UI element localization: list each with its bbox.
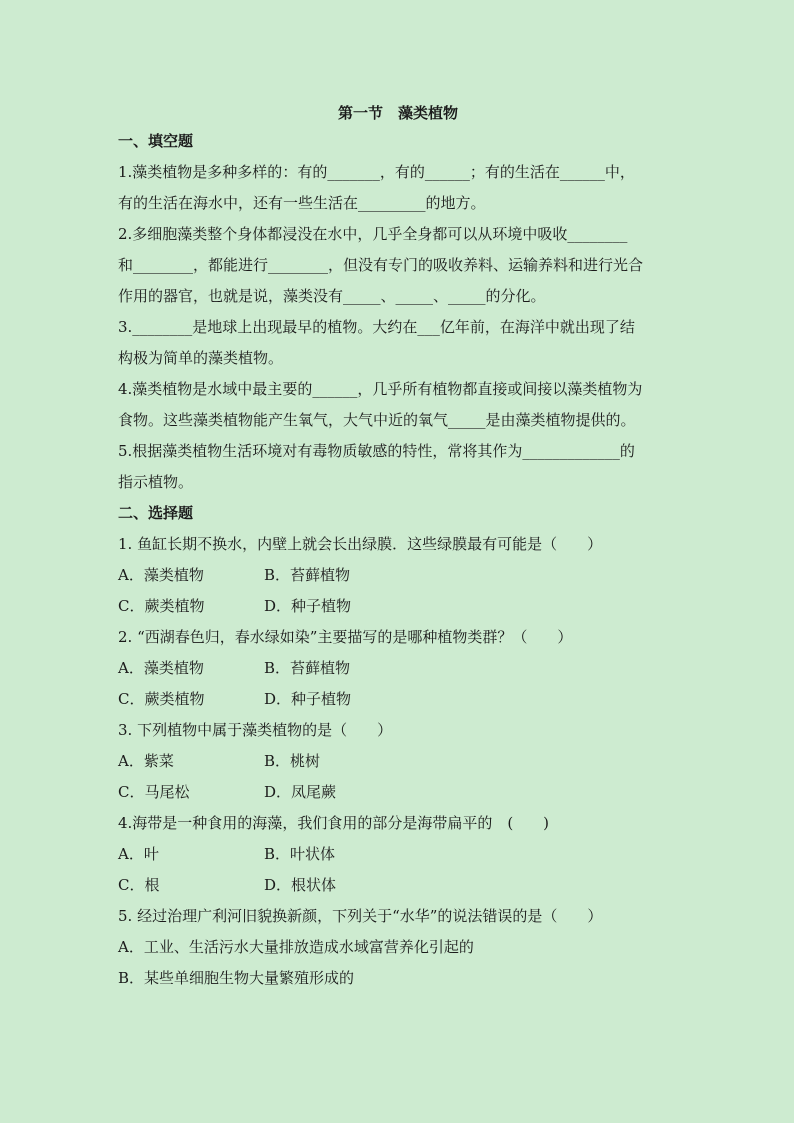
- choice-option: C．根: [118, 876, 160, 894]
- fill-question-1-line-2: 有的生活在海水中，还有一些生活在_________的地方。: [118, 194, 486, 212]
- fill-question-5-line-2: 指示植物。: [118, 473, 194, 491]
- choice-option: A．藻类植物: [118, 659, 204, 677]
- choice-option: B．桃树: [264, 752, 321, 770]
- choice-question-1-options-row-2: [118, 591, 678, 622]
- fill-question-1-line-1: 1.藻类植物是多种多样的：有的_______，有的______；有的生活在______中，: [118, 163, 635, 181]
- choice-question-3-options-row-2: [118, 777, 678, 808]
- choice-option: B．苔藓植物: [264, 566, 351, 584]
- choice-question-2-options-row-2: [118, 684, 678, 715]
- choice-question-2: 2. “西湖春色归，春水绿如染”主要描写的是哪种植物类群？（ ）: [118, 628, 573, 646]
- choice-question-4-options-row-1: [118, 839, 678, 870]
- fill-question-3-line-2: 构极为简单的藻类植物。: [118, 349, 284, 367]
- choice-option: D．凤尾蕨: [264, 783, 337, 801]
- choice-option: C．蕨类植物: [118, 597, 205, 615]
- fill-question-2-line-2: 和________，都能进行________，但没有专门的吸收养料、运输养料和进行光合: [118, 256, 644, 274]
- fill-question-3-line-1: 3.________是地球上出现最早的植物。大约在___亿年前，在海洋中就出现了结: [118, 318, 635, 336]
- choice-option: D．根状体: [264, 876, 337, 894]
- choice-option: A．叶: [118, 845, 159, 863]
- choice-question-1-options-row-1: [118, 560, 678, 591]
- choice-option: C．马尾松: [118, 783, 190, 801]
- choice-question-3: 3. 下列植物中属于藻类植物的是（ ）: [118, 721, 393, 739]
- choice-option: B．某些单细胞生物大量繁殖形成的: [118, 969, 355, 987]
- choice-option: A．藻类植物: [118, 566, 204, 584]
- fill-question-4-line-1: 4.藻类植物是水域中最主要的______，几乎所有植物都直接或间接以藻类植物为: [118, 380, 643, 398]
- choice-option: D．种子植物: [264, 690, 352, 708]
- section-heading-fill: 一、填空题: [118, 132, 194, 150]
- section-heading-choice: 二、选择题: [118, 504, 194, 522]
- worksheet: [118, 100, 678, 994]
- choice-option: A．工业、生活污水大量排放造成水域富营养化引起的: [118, 938, 474, 956]
- choice-question-4: 4.海带是一种食用的海藻，我们食用的部分是海带扁平的 ( ): [118, 814, 550, 832]
- choice-option: A．紫菜: [118, 752, 174, 770]
- choice-option: B．苔藓植物: [264, 659, 351, 677]
- fill-question-2-line-1: 2.多细胞藻类整个身体都浸没在水中，几乎全身都可以从环境中吸收________: [118, 225, 628, 243]
- fill-question-5-line-1: 5.根据藻类植物生活环境对有毒物质敏感的特性，常将其作为_____________的: [118, 442, 635, 460]
- choice-question-2-options-row-1: [118, 653, 678, 684]
- choice-option: B．叶状体: [264, 845, 336, 863]
- choice-question-4-options-row-2: [118, 870, 678, 901]
- choice-option: D．种子植物: [264, 597, 352, 615]
- fill-question-4-line-2: 食物。这些藻类植物能产生氧气，大气中近的氧气_____是由藻类植物提供的。: [118, 411, 636, 429]
- fill-question-2-line-3: 作用的器官，也就是说，藻类没有_____、_____、_____的分化。: [118, 287, 546, 305]
- choice-question-5: 5. 经过治理广利河旧貌换新颜，下列关于“水华”的说法错误的是（ ）: [118, 907, 603, 925]
- choice-question-1: 1. 鱼缸长期不换水，内壁上就会长出绿膜．这些绿膜最有可能是（ ）: [118, 535, 603, 553]
- choice-question-3-options-row-1: [118, 746, 678, 777]
- choice-option: C．蕨类植物: [118, 690, 205, 708]
- page-title: 第一节 藻类植物: [337, 104, 458, 122]
